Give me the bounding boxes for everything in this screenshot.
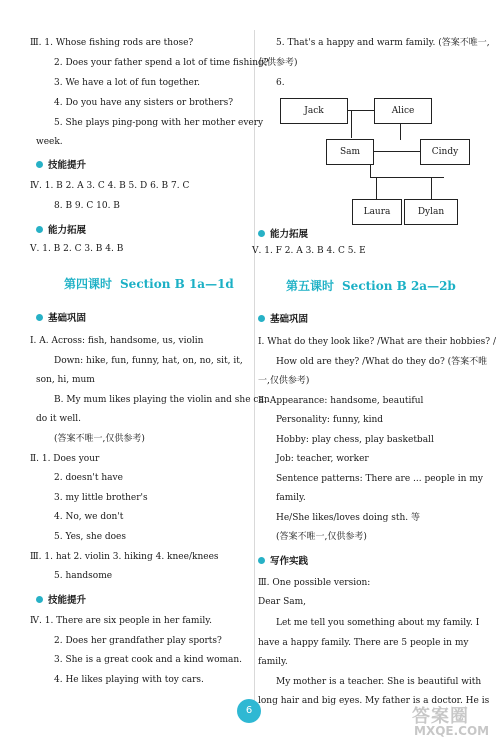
text-line: My mother is a teacher. She is beautiful with: [276, 677, 482, 687]
text-line: son, hi, mum: [36, 375, 95, 385]
text-line: (答案不唯一,仅供参考): [276, 532, 367, 542]
bullet-dot-icon: [36, 314, 43, 321]
text-line: have a happy family. There are 5 people in my: [258, 638, 469, 648]
text-line: Ⅳ. 1. There are six people in her family.: [30, 616, 212, 626]
text-line: 4. No, we don't: [54, 512, 124, 522]
column-divider: [254, 30, 255, 710]
tree-connector: [431, 177, 432, 199]
text-line: Ⅲ. One possible version:: [258, 578, 371, 588]
section-heading: 能力拓展: [36, 222, 86, 236]
tree-node-cindy: Cindy: [420, 139, 470, 165]
chapter-title: 第五课时 Section B 2a—2b: [286, 279, 456, 293]
family-tree-diagram: [280, 92, 470, 228]
bullet-dot-icon: [258, 315, 265, 322]
text-line: 8. B 9. C 10. B: [54, 201, 120, 211]
watermark-line1: 答案圈: [412, 706, 469, 727]
chapter-title: 第四课时 Section B 1a—1d: [64, 277, 234, 291]
text-line: Hobby: play chess, play basketball: [276, 435, 434, 445]
text-line: Dear Sam,: [258, 597, 306, 607]
text-line: 6.: [276, 78, 285, 88]
text-line: B. My mum likes playing the violin and she can: [54, 395, 270, 405]
text-line: 2. doesn't have: [54, 473, 123, 483]
tree-node-dylan: Dylan: [404, 199, 458, 225]
text-line: Ⅴ. 1. B 2. C 3. B 4. B: [30, 244, 124, 254]
text-line: 5. Yes, she does: [54, 532, 126, 542]
bullet-dot-icon: [258, 557, 265, 564]
text-line: 4. He likes playing with toy cars.: [54, 675, 204, 685]
text-line: 3. We have a lot of fun together.: [54, 78, 201, 88]
tree-node-sam: Sam: [326, 139, 374, 165]
text-line: long hair and big eyes. My father is a doctor. He is: [258, 696, 490, 706]
bullet-dot-icon: [258, 230, 265, 237]
text-line: He/She likes/loves doing sth. 等: [276, 513, 420, 523]
tree-connector: [400, 122, 401, 140]
section-heading: 基础巩固: [258, 311, 308, 325]
text-line: Down: hike, fun, funny, hat, on, no, sit, it,: [54, 356, 243, 366]
text-line: Ⅴ. 1. F 2. A 3. B 4. C 5. E: [252, 246, 366, 256]
text-line: Let me tell you something about my family. I: [276, 618, 480, 628]
text-line: Ⅲ. 1. Whose fishing rods are those?: [30, 38, 194, 48]
text-line: week.: [36, 137, 63, 147]
text-line: Ⅰ. What do they look like? /What are their hobbies? /: [258, 337, 496, 347]
text-line: Job: teacher, worker: [276, 454, 369, 464]
tree-connector: [376, 177, 377, 199]
text-line: 2. Does her grandfather play sports?: [54, 636, 222, 646]
tree-connector: [370, 177, 444, 178]
text-line: Ⅰ. A. Across: fish, handsome, us, violin: [30, 336, 204, 346]
text-line: family.: [258, 657, 288, 667]
text-line: 仅供参考): [258, 58, 298, 68]
text-line: How old are they? /What do they do? (答案不唯: [276, 357, 488, 367]
text-line: 4. Do you have any sisters or brothers?: [54, 98, 234, 108]
text-line: 3. She is a great cook and a kind woman.: [54, 655, 243, 665]
tree-node-laura: Laura: [352, 199, 402, 225]
text-line: (答案不唯一,仅供参考): [54, 434, 145, 444]
bullet-dot-icon: [36, 161, 43, 168]
tree-node-alice: Alice: [374, 98, 432, 124]
text-line: Ⅲ. 1. hat 2. violin 3. hiking 4. knee/knees: [30, 552, 219, 562]
bullet-dot-icon: [36, 596, 43, 603]
text-line: do it well.: [36, 414, 82, 424]
page-number-badge: 6: [237, 699, 261, 723]
watermark-line2: MXQE.COM: [414, 724, 490, 738]
section-heading: 写作实践: [258, 553, 308, 567]
text-line: 5. She plays ping-pong with her mother every: [54, 118, 264, 128]
text-line: 一,仅供参考): [258, 376, 310, 386]
section-heading: 能力拓展: [258, 226, 308, 240]
text-line: 2. Does your father spend a lot of time fishing?: [54, 58, 269, 68]
tree-node-jack: Jack: [280, 98, 348, 124]
section-heading: 基础巩固: [36, 310, 86, 324]
section-heading: 技能提升: [36, 592, 86, 606]
section-heading: 技能提升: [36, 157, 86, 171]
text-line: Personality: funny, kind: [276, 415, 384, 425]
tree-connector: [351, 110, 352, 138]
tree-connector: [348, 110, 376, 111]
text-line: 5. handsome: [54, 571, 113, 581]
text-line: Sentence patterns: There are ... people in my: [276, 474, 483, 484]
tree-connector: [370, 163, 371, 177]
tree-connector: [374, 151, 420, 152]
text-line: 3. my little brother's: [54, 493, 148, 503]
bullet-dot-icon: [36, 226, 43, 233]
text-line: 5. That's a happy and warm family. (答案不唯一,: [276, 38, 490, 48]
text-line: Ⅳ. 1. B 2. A 3. C 4. B 5. D 6. B 7. C: [30, 181, 190, 191]
text-line: Ⅱ. 1. Does your: [30, 454, 100, 464]
text-line: family.: [276, 493, 306, 503]
watermark-logo: [412, 702, 492, 740]
text-line: Ⅱ. Appearance: handsome, beautiful: [258, 396, 424, 406]
